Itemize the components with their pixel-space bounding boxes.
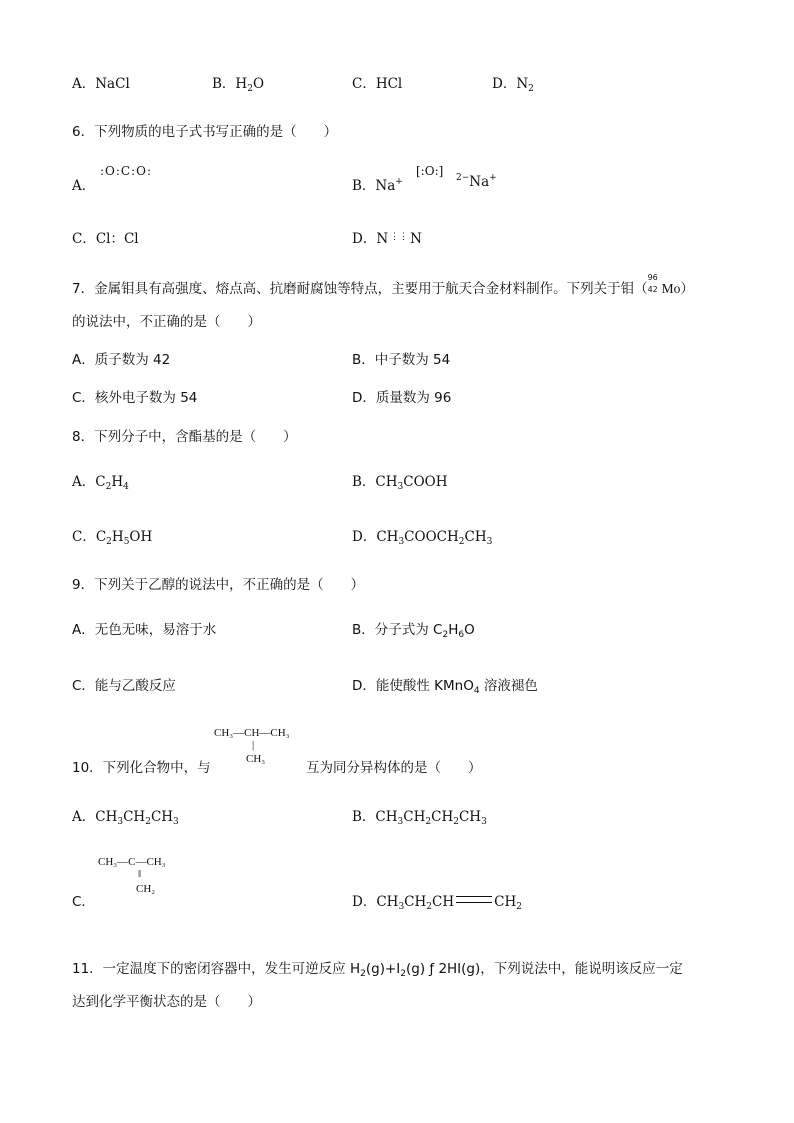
q7-stem-line1: 7．金属钼具有高强度、熔点高、抗磨耐腐蚀等特点，主要用于航天合金材料制作。下列关于钼（ 96 42 Mo） xyxy=(72,273,694,297)
q5-option-c: C．HCl xyxy=(352,76,403,92)
double-bond xyxy=(456,896,492,903)
q10-stem-part1: 10．下列化合物中，与 xyxy=(72,760,211,776)
q8-option-b: B．$CH_3COOH$ xyxy=(352,474,448,492)
q10-structure-bottom: CH₃ xyxy=(246,753,266,765)
q6-option-b-electron-formula: [:O:] xyxy=(416,164,444,178)
q10-option-b: B．$CH_3CH_2CH_2CH_3$ xyxy=(352,809,487,827)
q10-option-a: A．$CH_3CH_2CH_3$ xyxy=(72,809,179,827)
q6-option-d: D．N ⋮⋮ N xyxy=(352,231,422,247)
q5-option-a: A．NaCl xyxy=(72,76,130,92)
q5-option-d: D．$N_2$ xyxy=(492,76,534,94)
q7-option-c: C．核外电子数为 54 xyxy=(72,390,198,406)
q8-option-c: C．$C_2H_5OH$ xyxy=(72,529,153,547)
q6-option-a-electron-formula: :O:C:O: xyxy=(100,164,153,178)
q10-option-c-structure-bond: ‖ xyxy=(138,868,142,880)
q7-stem-line2: 的说法中，不正确的是（ ） xyxy=(72,314,261,330)
q8-option-a: A．$C_2H_4$ xyxy=(72,474,129,492)
q8-stem: 8．下列分子中，含酯基的是（ ） xyxy=(72,429,297,445)
q5-option-b: B．$H_2O$ xyxy=(212,76,265,94)
q9-option-a: A．无色无味，易溶于水 xyxy=(72,622,217,638)
q6-option-c: C．Cl：Cl xyxy=(72,231,139,247)
q8-option-d: D．$CH_3COOCH_2CH_3$ xyxy=(352,529,493,547)
q6-option-b-tail: $^{2-}$Na+ xyxy=(456,173,497,190)
q6-stem: 6．下列物质的电子式书写正确的是（ ） xyxy=(72,124,338,140)
q10-option-c-structure-bottom: CH₂ xyxy=(136,883,156,895)
q10-structure-top: CH₃—CH—CH₃ xyxy=(214,727,290,739)
q9-option-c: C．能与乙酸反应 xyxy=(72,678,176,694)
q10-stem-part2: 互为同分异构体的是（ ） xyxy=(306,760,482,776)
q7-option-b: B．中子数为 54 xyxy=(352,352,451,368)
q9-stem: 9．下列关于乙醇的说法中，不正确的是（ ） xyxy=(72,577,365,593)
q10-option-c-label: C． xyxy=(72,894,95,910)
q6-option-b: B．Na+ xyxy=(352,177,403,194)
q6-option-a: A． xyxy=(72,178,96,194)
q10-structure-bond: | xyxy=(252,739,255,751)
q10-option-d: D．$CH_3CH_2CH$ $CH_2$ xyxy=(352,894,522,912)
q10-option-c-structure-top: CH₃—C—CH₃ xyxy=(98,856,166,868)
q11-stem-line1: 11．一定温度下的密闭容器中，发生可逆反应 $H_2(g)+I_2(g)$ ƒ 2HI(g)，下列说法中，能说明该反应一定 xyxy=(72,961,683,979)
q9-option-d: D．能使酸性 KMnO$_4$ 溶液褪色 xyxy=(352,678,538,696)
q9-option-b: B．分子式为 $C_2H_6O$ xyxy=(352,622,475,640)
q7-option-a: A．质子数为 42 xyxy=(72,352,171,368)
q11-stem-line2: 达到化学平衡状态的是（ ） xyxy=(72,994,261,1010)
q7-option-d: D．质量数为 96 xyxy=(352,390,452,406)
